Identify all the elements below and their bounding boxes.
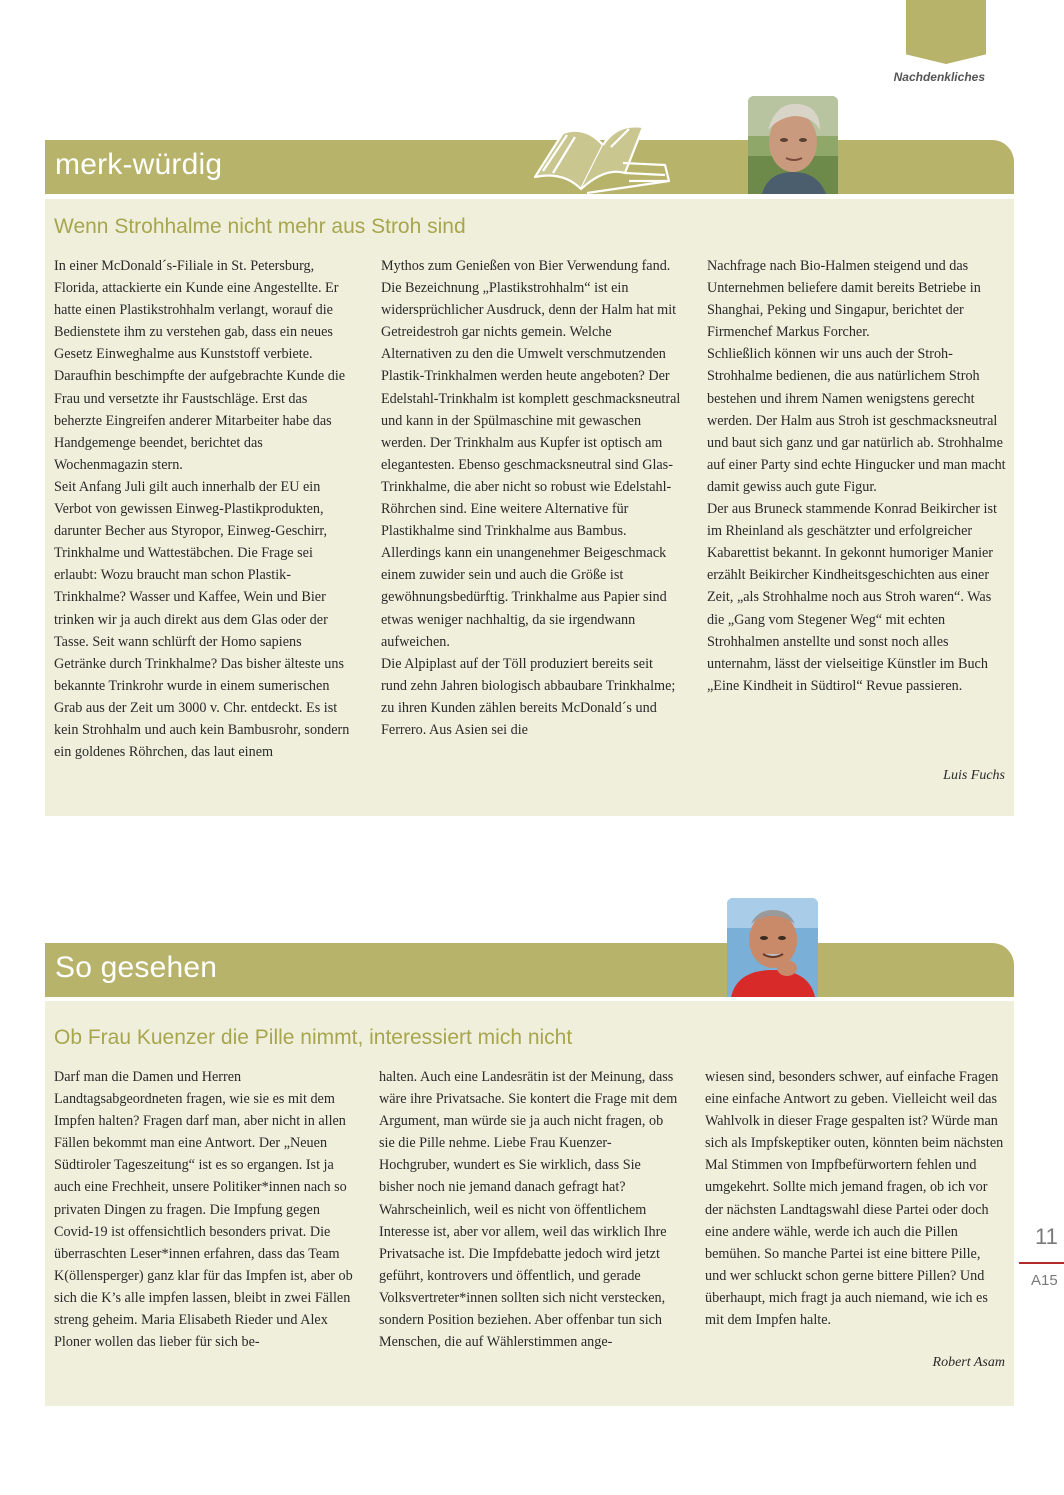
paragraph: wiesen sind, besonders schwer, auf einfache Fragen eine einfache Antwort zu geben. Vielleicht weil das Wahlvolk in dieser Frage gespalten ist? Würde man sich als Impfskeptiker outen, könnten beim nächsten Mal Stimmen von Impfbefürwortern fehlen und umgekehrt. Sollte mich jemand fragen, ob ich vor der nächsten Landtagswahl diese Partei oder doch eine andere wähle, werde ich auch die Pillen bemühen. So manche Partei ist eine bittere Pille, und wer schluckt schon gerne bittere Pillen? Und überhaupt, mich fragt ja auch niemand, wie ich es mit dem Impfen halte. (705, 1069, 1004, 1329)
article2-author: Robert Asam (932, 1355, 1005, 1370)
article1-author: Luis Fuchs (943, 768, 1005, 783)
article2-column-3 (705, 1066, 1005, 1331)
paragraph: Die Alpiplast auf der Töll produziert bereits seit rund zehn Jahren biologisch abbaubare Trinkhalme; zu ihren Kunden zählen bereits McDonald´s und Ferrero. Aus Asien sei die (381, 655, 676, 738)
paragraph: Seit Anfang Juli gilt auch innerhalb der EU ein Verbot von gewissen Einweg-Plastikprodukten, darunter Becher aus Styropor, Einweg-Geschirr, Trinkhalme und Wattestäbchen. Die Frage sei erlaubt: Wozu braucht man schon Plastik-Trinkhalme? Wasser und Kaffee, Wein und Bier trinken wir ja auch direkt aus dem Glas oder der Tasse. Seit wann schlürft der Homo sapiens Getränke durch Trinkhalme? Das bisher älteste uns bekannte Trinkrohr wurde in einem sumerischen Grab aus der Zeit um 3000 v. Chr. entdeckt. Es ist kein Strohhalm und auch kein Bambusrohr, sondern ein goldenes Röhrchen, das laut einem (54, 478, 350, 761)
article2-column-1 (54, 1066, 354, 1353)
paragraph: Die Bezeichnung „Plastikstrohhalm“ ist ein widersprüchlicher Ausdruck, denn der Halm hat mit Getreidestroh gar nichts gemein. Welche Alternativen zu den die Umwelt verschmutzenden Plastik-Trinkhalmen werden heute angeboten? Der Edelstahl-Trinkhalm ist komplett geschmacksneutral und kann in der Spülmaschine mit gewaschen werden. Der Trinkhalm aus Kupfer ist optisch am elegantesten. Ebenso geschmacksneutral sind Glas-Trinkhalme, die aber nicht so robust wie Edelstahl-Röhrchen sind. Eine weitere Alternative für Plastikhalme sind Trinkhalme aus Bambus. Allerdings kann ein unangenehmer Beigeschmack einem zuwider sein und auch die Größe ist gewöhnungsbedürftig. Trinkhalme aus Papier sind etwas weniger nachhaltig, da sie irgendwann aufweichen. (381, 280, 681, 650)
article2-column-2 (379, 1066, 679, 1353)
article1-column-2 (381, 255, 681, 741)
article2-banner (45, 943, 1014, 997)
author-photo (748, 96, 838, 194)
paragraph: halten. Auch eine Landesrätin ist der Meinung, dass wäre ihre Privatsache. Sie kontert die Frage mit dem Argument, man würde sie ja auch nicht fragen, ob sie die Pille nehme. Liebe Frau Kuenzer-Hochgruber, wundert es Sie wirklich, dass Sie bisher noch nie jemand danach gefragt hat? Wahrscheinlich, weil es nicht von öffentlichem Interesse ist, aber vor allem, weil das wirklich Ihre Privatsache ist. Die Impfdebatte jedoch wird jetzt geführt, kontrovers und öffentlich, und gerade Volksvertreter*innen sollten sich nicht verstecken, sondern Position beziehen. Aber offenbar tun sich Menschen, die auf Wählerstimmen ange- (379, 1069, 678, 1351)
paragraph: Schließlich können wir uns auch der Stroh-Strohhalme bedienen, die aus natürlichem Stroh bestehen und ihrem Namen wenigstens gerecht werden. Der Halm aus Stroh ist geschmacksneutral und baut sich ganz und gar natürlich ab. Strohhalme auf einer Party sind echte Hingucker und man macht damit gewiss auch gute Figur. (707, 346, 1006, 495)
paragraph: Mythos zum Genießen von Bier Verwendung fand. (381, 258, 671, 274)
article2-headline: Ob Frau Kuenzer die Pille nimmt, interessiert mich nicht (54, 1026, 573, 1049)
author-photo (727, 898, 818, 997)
edition-code: A15 (1031, 1272, 1058, 1289)
article1-headline: Wenn Strohhalme nicht mehr aus Stroh sind (54, 215, 466, 238)
article1-column-1 (54, 255, 354, 763)
page-number: 11 (1035, 1224, 1058, 1249)
paragraph: In einer McDonald´s-Filiale in St. Petersburg, Florida, attackierte ein Kunde eine Angestellte. Er hatte einen Plastikstrohhalm verlangt, worauf die Bedienstete ihm zu verstehen gab, dass ein neues Gesetz Einweghalme aus Kunststoff verbiete. Daraufhin beschimpfte der aufgebrachte Kunde die Frau und versetzte ihr Faustschläge. Erst das beherzte Eingreifen anderer Mitarbeiter habe das Handgemenge beendet, berichtet das Wochenmagazin stern. (54, 258, 346, 473)
article2-banner-title: So gesehen (55, 951, 218, 984)
page-number-rule (1019, 1262, 1064, 1264)
paragraph: Der aus Bruneck stammende Konrad Beikircher ist im Rheinland als geschätzter und erfolgreicher Kabarettist bekannt. In gekonnt humoriger Manier erzählt Beikircher Kindheitsgeschichten aus einer Zeit, „als Strohhalme noch aus Stroh waren“. Was die „Gang vom Stegener Weg“ mit echten Strohhalmen anstellte und sonst noch alles unternahm, lässt der vielseitige Künstler im Buch „Eine Kindheit in Südtirol“ Revue passieren. (707, 501, 997, 694)
section-tab-marker (906, 0, 986, 64)
paragraph: Darf man die Damen und Herren Landtagsabgeordneten fragen, wie sie es mit dem Impfen halten? Fragen darf man, aber nicht in allen Fällen bekommt man eine Antwort. Der „Neuen Südtiroler Tageszeitung“ ist es so ergangen. Ist ja auch eine Frechheit, unsere Politiker*innen nach so privaten Dingen zu fragen. Die Impfung gegen Covid-19 ist offensichtlich besonders privat. Die überraschten Leser*innen erfahren, dass das Team K(öllensperger) ganz klar für das Impfen ist, aber ob sich die K’s alle impfen lassen, bleibt in zwei Fällen streng geheim. Maria Elisabeth Rieder und Alex Ploner wollen das lieber für sich be- (54, 1069, 353, 1351)
book-icon (525, 115, 675, 195)
paragraph: Nachfrage nach Bio-Halmen steigend und das Unternehmen beliefere damit bereits Betriebe in Shanghai, Peking und Singapur, berichtet der Firmenchef Markus Forcher. (707, 258, 981, 341)
section-label: Nachdenkliches (893, 70, 985, 84)
article1-column-3 (707, 255, 1007, 697)
article1-banner-title: merk-würdig (55, 148, 223, 181)
